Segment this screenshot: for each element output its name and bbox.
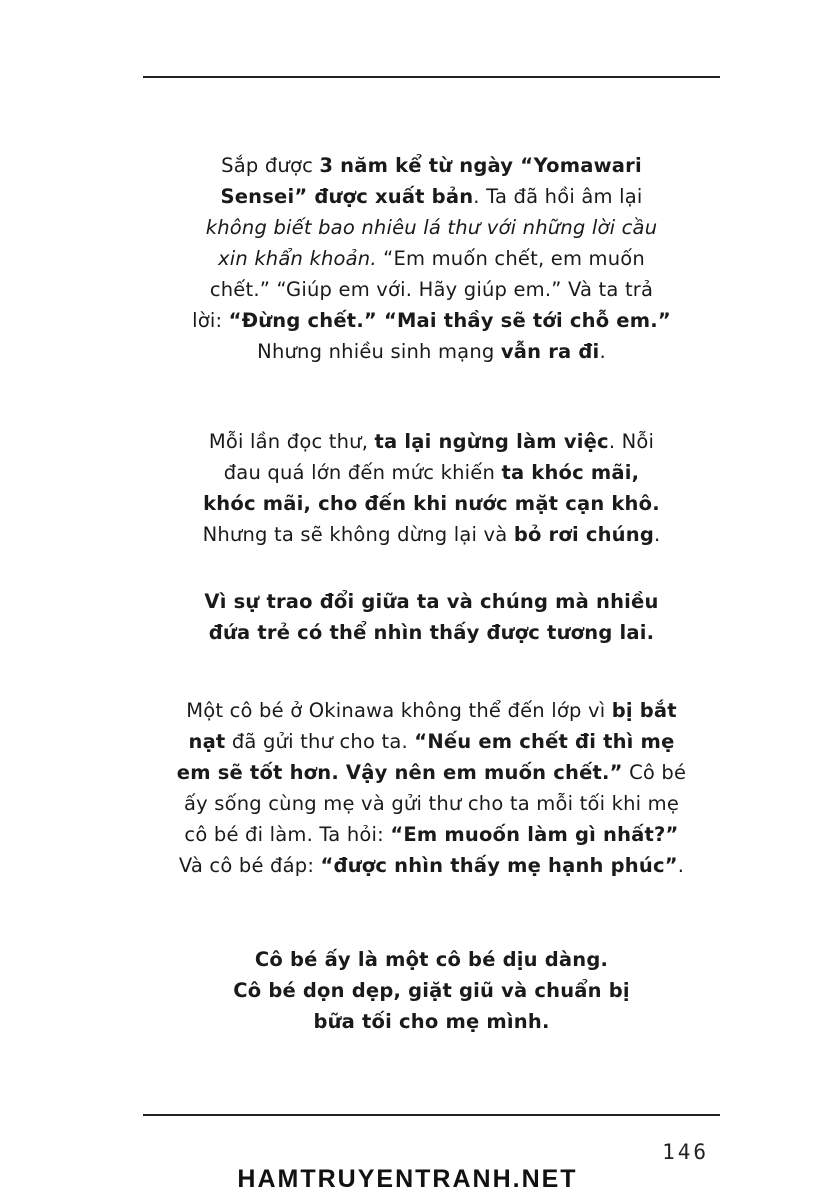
text-run: “Em muoốn làm gì nhất?” (390, 823, 679, 846)
text-line (143, 181, 720, 212)
text-run: đã gửi thư cho ta. (225, 730, 415, 753)
text-run: không biết bao nhiêu lá thư với những lời cầu (205, 216, 658, 239)
paragraph-3 (143, 586, 720, 648)
text-run: . Nỗi (608, 430, 655, 453)
text-line (143, 1006, 720, 1037)
text-run: bị bắt (611, 699, 677, 722)
text-line (143, 695, 720, 726)
paragraph-4 (143, 695, 720, 881)
text-run: đứa trẻ có thể nhìn thấy được tương lai. (208, 621, 655, 644)
text-line (143, 488, 720, 519)
text-run: Vì sự trao đổi giữa ta và chúng mà nhiều (204, 590, 659, 613)
text-line (143, 788, 720, 819)
text-run: ta khóc mãi, (501, 461, 640, 484)
text-line (143, 726, 720, 757)
text-line (143, 850, 720, 881)
text-run: Cô bé dọn dẹp, giặt giũ và chuẩn bị (233, 979, 630, 1002)
text-line (143, 757, 720, 788)
text-run: Cô bé ấy là một cô bé dịu dàng. (254, 948, 609, 971)
text-run: ta lại ngừng làm việc (374, 430, 609, 453)
text-run: nạt (188, 730, 226, 753)
text-run: đau quá lớn đến mức khiến (223, 461, 502, 484)
text-run: Một cô bé ở Okinawa không thể đến lớp vì (186, 699, 612, 722)
paragraph-5 (143, 944, 720, 1037)
paragraph-1 (143, 150, 720, 367)
text-line (143, 274, 720, 305)
text-run: lời: (192, 309, 229, 332)
text-run: . (654, 523, 661, 546)
text-run: cô bé đi làm. Ta hỏi: (184, 823, 391, 846)
text-run: chết.” “Giúp em với. Hãy giúp em.” Và ta trả (209, 278, 654, 301)
page-number: 146 (662, 1140, 709, 1164)
text-line (143, 336, 720, 367)
text-line (143, 819, 720, 850)
text-line (143, 457, 720, 488)
text-run: . (599, 340, 606, 363)
text-run: Nhưng nhiều sinh mạng (257, 340, 501, 363)
text-run: “được nhìn thấy mẹ hạnh phúc” (320, 854, 678, 877)
text-run: Mỗi lần đọc thư, (208, 430, 375, 453)
text-line (143, 975, 720, 1006)
top-rule (143, 76, 720, 78)
bottom-rule (143, 1114, 720, 1116)
text-run: Sắp được (221, 154, 320, 177)
text-line (143, 944, 720, 975)
text-line (143, 519, 720, 550)
text-run: “Em muốn chết, em muốn (376, 247, 645, 270)
site-watermark: HAMTRUYENTRANH.NET (237, 1165, 578, 1193)
text-line (143, 426, 720, 457)
text-run: khóc mãi, cho đến khi nước mặt cạn khô. (203, 492, 660, 515)
text-run: vẫn ra đi (500, 340, 600, 363)
text-run: Cô bé (622, 761, 687, 784)
paragraph-2 (143, 426, 720, 550)
text-line (143, 617, 720, 648)
text-run: Sensei” được xuất bản (220, 185, 474, 208)
text-run: . (677, 854, 685, 877)
text-run: ấy sống cùng mẹ và gửi thư cho ta mỗi tối khi mẹ (183, 792, 680, 815)
text-line (143, 305, 720, 336)
text-run: xin khẩn khoản. (218, 247, 377, 270)
text-run: Và cô bé đáp: (178, 854, 321, 877)
text-line (143, 243, 720, 274)
text-run: “Nếu em chết đi thì mẹ (414, 730, 675, 753)
text-line (143, 212, 720, 243)
text-run: 3 năm kể từ ngày “Yomawari (319, 154, 642, 177)
text-line (143, 150, 720, 181)
text-run: bữa tối cho mẹ mình. (313, 1010, 550, 1033)
text-line (143, 586, 720, 617)
text-run: Nhưng ta sẽ không dừng lại và (202, 523, 514, 546)
text-run: “Đừng chết.” “Mai thầy sẽ tới chỗ em.” (228, 309, 671, 332)
text-run: em sẽ tốt hơn. Vậy nên em muốn chết.” (176, 761, 623, 784)
text-run: . Ta đã hồi âm lại (473, 185, 643, 208)
text-run: bỏ rơi chúng (513, 523, 655, 546)
